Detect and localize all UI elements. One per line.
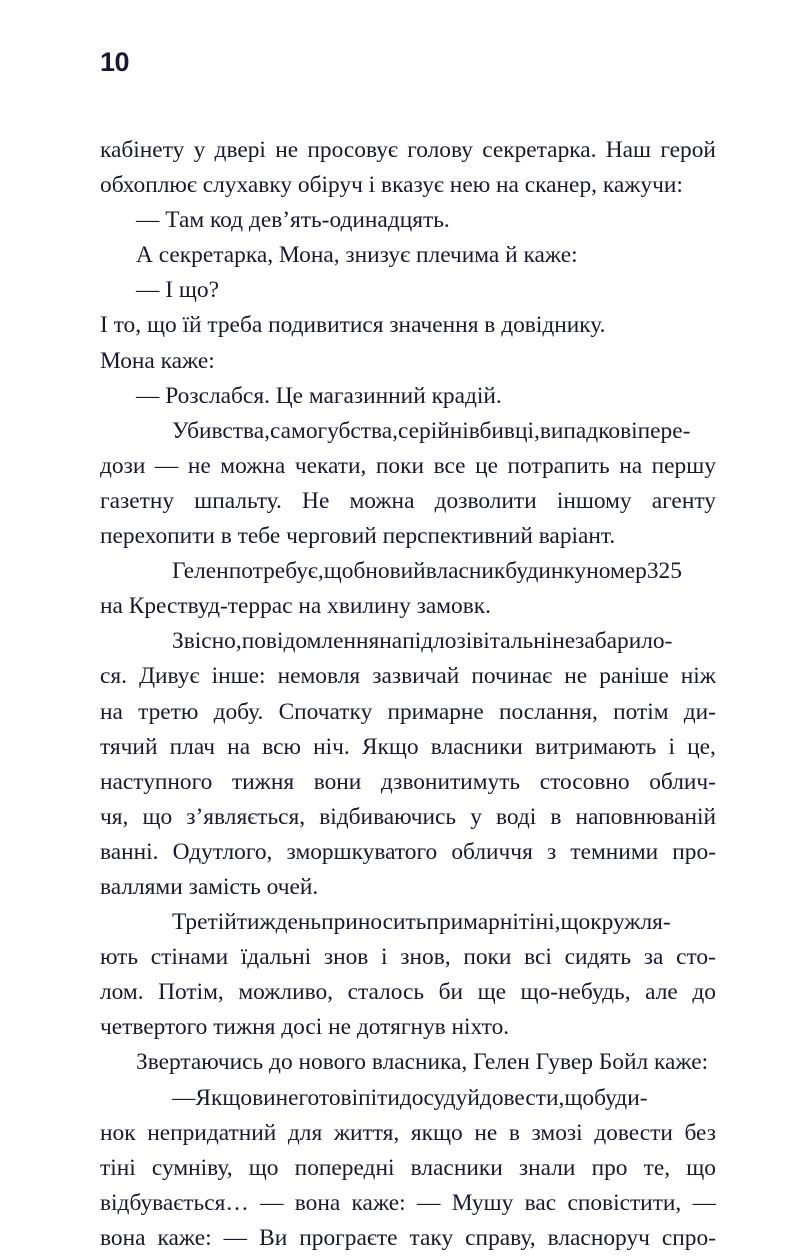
word: всю	[262, 733, 301, 760]
word: в	[508, 1119, 520, 1146]
paragraph	[100, 344, 716, 379]
text-line: на Крествуд-террас на хвилину замовк.	[100, 593, 492, 620]
word: чекати,	[294, 452, 367, 479]
word: ся.	[100, 663, 127, 690]
word: зазвичай	[372, 663, 460, 690]
word: власники	[410, 1154, 503, 1181]
word: Якщо	[361, 733, 419, 760]
word: суду	[423, 1084, 468, 1111]
word: сидять	[564, 944, 632, 971]
word: підлозі	[402, 628, 473, 655]
word: Мушу	[451, 1189, 514, 1216]
word: i	[668, 733, 675, 760]
word: повідомлення	[241, 628, 380, 655]
word: що	[564, 1084, 595, 1111]
word: сумніву,	[151, 1154, 233, 1181]
word: на	[100, 698, 123, 725]
word: Третій	[172, 909, 237, 936]
word: якщо	[410, 1119, 463, 1146]
word: до	[399, 1084, 424, 1111]
paragraph	[100, 133, 716, 203]
word: Дивує	[139, 663, 200, 690]
word: поки	[375, 452, 425, 479]
paragraph	[100, 624, 716, 905]
text-line: Звертаючись до нового власника, Гелен Гувер Бойл каже:	[136, 1049, 709, 1076]
word: сталось	[347, 979, 425, 1006]
word: пере-	[637, 417, 691, 444]
paragraph-dialogue	[100, 203, 716, 238]
word: самогубства,	[269, 417, 398, 444]
word: забарило-	[575, 628, 673, 655]
word: на	[379, 628, 403, 655]
word: примарне	[387, 698, 484, 725]
text-line: обхоплює слухавку обіруч i вказує нею на сканер, кажучи:	[100, 172, 683, 199]
word: вони	[313, 768, 362, 795]
text-line: валлями замість очей.	[100, 873, 319, 900]
word: відбиваючись	[319, 803, 457, 830]
text-line	[100, 730, 716, 765]
word: в	[550, 803, 562, 830]
word: але	[645, 979, 678, 1006]
paragraph-dialogue	[100, 273, 716, 308]
word: це,	[687, 733, 716, 760]
word: потім	[613, 698, 669, 725]
paragraph	[100, 554, 716, 624]
word: раніше	[599, 663, 669, 690]
word: примарні	[426, 909, 519, 936]
word: кабінету	[100, 137, 185, 163]
word: каже:	[157, 1224, 212, 1251]
word: ніж	[680, 663, 716, 690]
word: життя,	[333, 1119, 400, 1146]
word: змозі	[531, 1119, 583, 1146]
word: дози	[100, 452, 146, 479]
text-line	[100, 484, 716, 519]
word: до	[692, 979, 716, 1006]
word: щоб	[323, 558, 366, 585]
word: непридатний	[147, 1119, 277, 1146]
word: —	[172, 1084, 196, 1111]
word: темними	[570, 838, 659, 865]
text-line: — I що?	[136, 277, 219, 304]
text-line	[100, 554, 716, 589]
word: дзвонитимуть	[380, 768, 521, 795]
word: герой	[660, 137, 716, 163]
text-line	[100, 1151, 716, 1186]
word: все	[433, 452, 466, 479]
text-line	[100, 835, 716, 870]
word: власники	[430, 733, 523, 760]
word: би	[438, 979, 464, 1006]
text-line	[100, 765, 716, 800]
text-line: перехопити в тебе черговий перспективний варіант.	[100, 523, 616, 550]
word: попередні	[294, 1154, 395, 1181]
word: витримають	[534, 733, 657, 760]
word: вас	[524, 1189, 557, 1216]
text-line	[100, 414, 716, 449]
word: що	[686, 1154, 716, 1181]
word: наступного	[100, 768, 213, 795]
word: можна	[220, 452, 286, 479]
word: зморшкуватого	[286, 838, 438, 865]
word: у	[470, 803, 482, 830]
word: за	[643, 944, 664, 971]
word: іншому	[556, 487, 632, 514]
word: секретарка.	[482, 137, 597, 163]
word: лом.	[100, 979, 144, 1006]
word: Гелен	[172, 558, 229, 585]
paragraph	[100, 414, 716, 554]
word: знов	[323, 944, 369, 971]
text-line: — Там код дев’ять-одинадцять.	[136, 207, 450, 234]
word: ванні.	[100, 838, 159, 865]
word: Наш	[605, 137, 652, 163]
word: Потім,	[158, 979, 224, 1006]
word: не	[275, 137, 299, 163]
text-line	[100, 659, 716, 694]
word: таку	[409, 1224, 454, 1251]
word: номер	[586, 558, 647, 585]
paragraph-dialogue	[100, 1081, 716, 1256]
word: знали	[518, 1154, 576, 1181]
word: газетну	[100, 487, 175, 514]
word: стосовно	[539, 768, 630, 795]
word: не	[552, 628, 576, 655]
page-number: 10	[100, 47, 130, 77]
word: справу,	[465, 1224, 536, 1251]
word: Якщо	[195, 1084, 253, 1111]
word: тиждень	[236, 909, 322, 936]
word: кружля-	[590, 909, 671, 936]
word: не	[474, 1119, 498, 1146]
word: Не	[302, 487, 330, 514]
word: ють	[100, 944, 139, 971]
word: —	[416, 1189, 441, 1216]
text-line	[100, 940, 716, 975]
word: вона	[294, 1189, 341, 1216]
word: відбувається…	[100, 1189, 249, 1216]
body-text-block	[100, 133, 716, 1256]
word: немовля	[277, 663, 361, 690]
text-line	[100, 133, 716, 168]
word: випадкові	[539, 417, 638, 444]
word: що	[248, 1154, 279, 1181]
word: на	[227, 733, 251, 760]
word: Убивства,	[172, 417, 270, 444]
word: знов,	[400, 944, 451, 971]
paragraph	[100, 1045, 716, 1080]
word: сповістити,	[567, 1189, 682, 1216]
word: послання,	[499, 698, 598, 725]
word: i	[381, 944, 388, 971]
word: що	[142, 803, 173, 830]
word: нок	[100, 1119, 136, 1146]
word: з’являється,	[186, 803, 306, 830]
word: про-	[672, 838, 716, 865]
word: стінами	[150, 944, 229, 971]
word: —	[154, 452, 179, 479]
word: Звісно,	[172, 628, 242, 655]
word: інше:	[211, 663, 266, 690]
paragraph	[100, 905, 716, 1045]
word: Ви	[259, 1224, 288, 1251]
text-line: четвертого тижня досі не дотягнув ніхто.	[100, 1014, 510, 1041]
word: не	[564, 663, 588, 690]
word: не	[187, 452, 211, 479]
word: ще	[477, 979, 506, 1006]
paragraph-dialogue	[100, 379, 716, 414]
word: буди-	[594, 1084, 648, 1111]
word: голову	[407, 137, 473, 163]
word: серійні	[397, 417, 469, 444]
word: плач	[169, 733, 216, 760]
word: —	[223, 1224, 248, 1251]
word: ви	[252, 1084, 276, 1111]
text-line	[100, 1081, 716, 1116]
word: можливо,	[238, 979, 334, 1006]
word: те,	[643, 1154, 671, 1181]
word: готові	[298, 1084, 359, 1111]
text-line	[100, 905, 716, 940]
word: всі	[524, 944, 552, 971]
word: Спочатку	[278, 698, 373, 725]
paragraph	[100, 308, 716, 343]
word: на	[619, 452, 643, 479]
word: —	[260, 1189, 284, 1216]
word: новий	[365, 558, 426, 585]
word: спро-	[661, 1224, 716, 1251]
text-line: — Розслабся. Це магазинний крадій.	[136, 382, 502, 409]
text-line	[100, 1221, 716, 1256]
word: тіні	[100, 1154, 136, 1181]
word: ніч.	[313, 733, 350, 760]
text-line: I то, що їй треба подивитися значення в довіднику.	[100, 312, 606, 339]
word: тіні,	[518, 909, 561, 936]
word: Одутлого,	[172, 838, 273, 865]
word: —	[692, 1189, 716, 1216]
word: вбивці,	[468, 417, 540, 444]
word: тячий	[100, 733, 158, 760]
word: власноруч	[547, 1224, 650, 1251]
word: потрапить	[507, 452, 610, 479]
text-line: Мона каже:	[100, 347, 215, 374]
word: сто-	[676, 944, 716, 971]
word: добу.	[213, 698, 264, 725]
word: довести,	[479, 1084, 565, 1111]
word: воді	[495, 803, 537, 830]
word: можна	[349, 487, 415, 514]
word: шпальту.	[194, 487, 282, 514]
word: першу	[651, 452, 716, 479]
word: 325	[646, 558, 682, 585]
word: вітальні	[472, 628, 553, 655]
word: поки	[463, 944, 512, 971]
word: без	[684, 1119, 716, 1146]
word: піти	[358, 1084, 400, 1111]
word: для	[287, 1119, 323, 1146]
word: тижня	[231, 768, 295, 795]
word: дозволити	[434, 487, 537, 514]
word: програєте	[299, 1224, 398, 1251]
text-line	[100, 695, 716, 730]
word: у	[193, 137, 206, 163]
word: чя,	[100, 803, 129, 830]
text-line: А секретарка, Мона, знизує плечима й каже:	[136, 242, 578, 269]
word: просовує	[307, 137, 398, 163]
word: що	[560, 909, 591, 936]
word: наповнюваній	[575, 803, 716, 830]
word: що-небудь,	[520, 979, 631, 1006]
word: їдальні	[240, 944, 312, 971]
text-line	[100, 975, 716, 1010]
word: облич-	[649, 768, 716, 795]
word: вона	[100, 1224, 146, 1251]
word: не	[275, 1084, 299, 1111]
word: довести	[594, 1119, 673, 1146]
word: ди-	[683, 698, 716, 725]
paragraph	[100, 238, 716, 273]
word: й	[467, 1084, 480, 1111]
word: третю	[138, 698, 199, 725]
text-line	[100, 449, 716, 484]
word: обличчя	[451, 838, 533, 865]
word: починає	[471, 663, 553, 690]
word: про	[591, 1154, 628, 1181]
word: це	[475, 452, 498, 479]
text-line	[100, 1186, 716, 1221]
word: будинку	[505, 558, 587, 585]
word: дверi	[214, 137, 266, 163]
word: власник	[425, 558, 506, 585]
word: агенту	[651, 487, 716, 514]
word: з	[546, 838, 557, 865]
word: каже:	[351, 1189, 406, 1216]
text-line	[100, 1116, 716, 1151]
text-line	[100, 800, 716, 835]
word: приносить	[321, 909, 427, 936]
text-line	[100, 624, 716, 659]
word: потребує,	[228, 558, 324, 585]
